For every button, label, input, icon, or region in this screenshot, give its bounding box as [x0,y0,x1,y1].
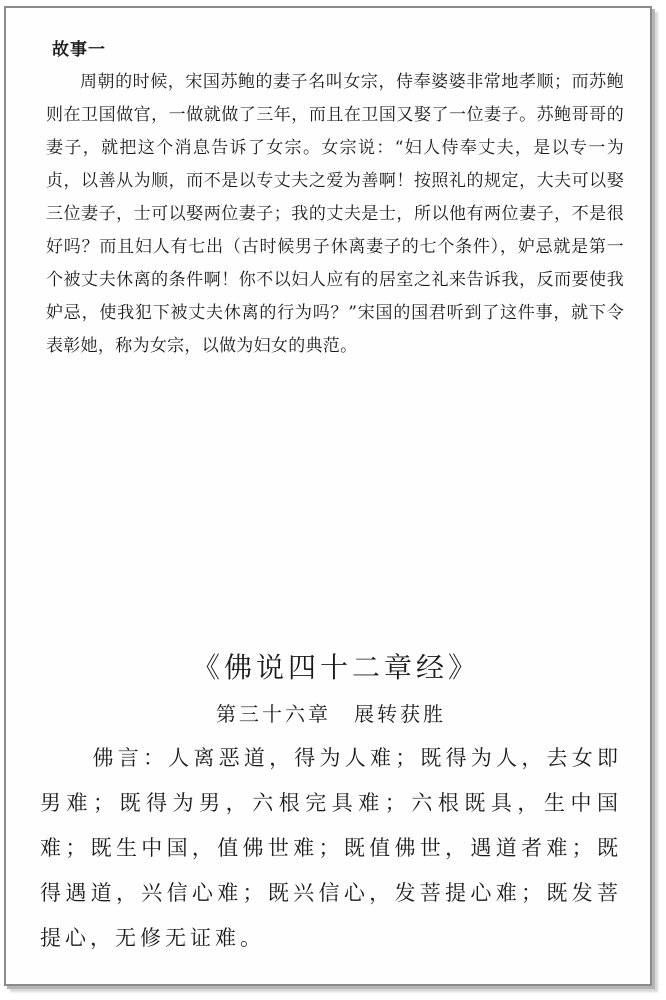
story-section [46,38,624,363]
story-paragraph: 周朝的时候，宋国苏鲍的妻子名叫女宗，侍奉婆婆非常地孝顺；而苏鲍则在卫国做官，一做就做了三年，而且在卫国又娶了一位妻子。苏鲍哥哥的妻子，就把这个消息告诉了女宗。女宗说：“妇人侍奉丈夫，是以专一为贞，以善从为顺，而不是以专丈夫之爱为善啊！按照礼的规定，大夫可以娶三位妻子，士可以娶两位妻子；我的丈夫是士，所以他有两位妻子，不是很好吗？而且妇人有七出（古时候男子休离妻子的七个条件），妒忌就是第一个被丈夫休离的条件啊！你不以妇人应有的居室之礼来告诉我，反而要使我妒忌，使我犯下被丈夫休离的行为吗？”宋国的国君听到了这件事，就下令表彰她，称为女宗，以做为妇女的典范。 [46,72,624,356]
sutra-paragraph: 佛言：人离恶道，得为人难；既得为人，去女即男难；既得为男，六根完具难；六根既具，生中国难；既生中国，值佛世难；既值佛世，遇道者难；既得遇道，兴信心难；既兴信心，发菩提心难；既发菩提心，无修无证难。 [40,746,622,950]
sutra-section [40,648,622,961]
sutra-title: 《佛说四十二章经》 [191,651,480,684]
sutra-chapter-heading: 第三十六章 展转获胜 [216,702,446,726]
sutra-body [40,736,622,961]
story-body [46,66,624,363]
story-heading: 故事一 [52,40,106,60]
page-frame [4,6,652,986]
